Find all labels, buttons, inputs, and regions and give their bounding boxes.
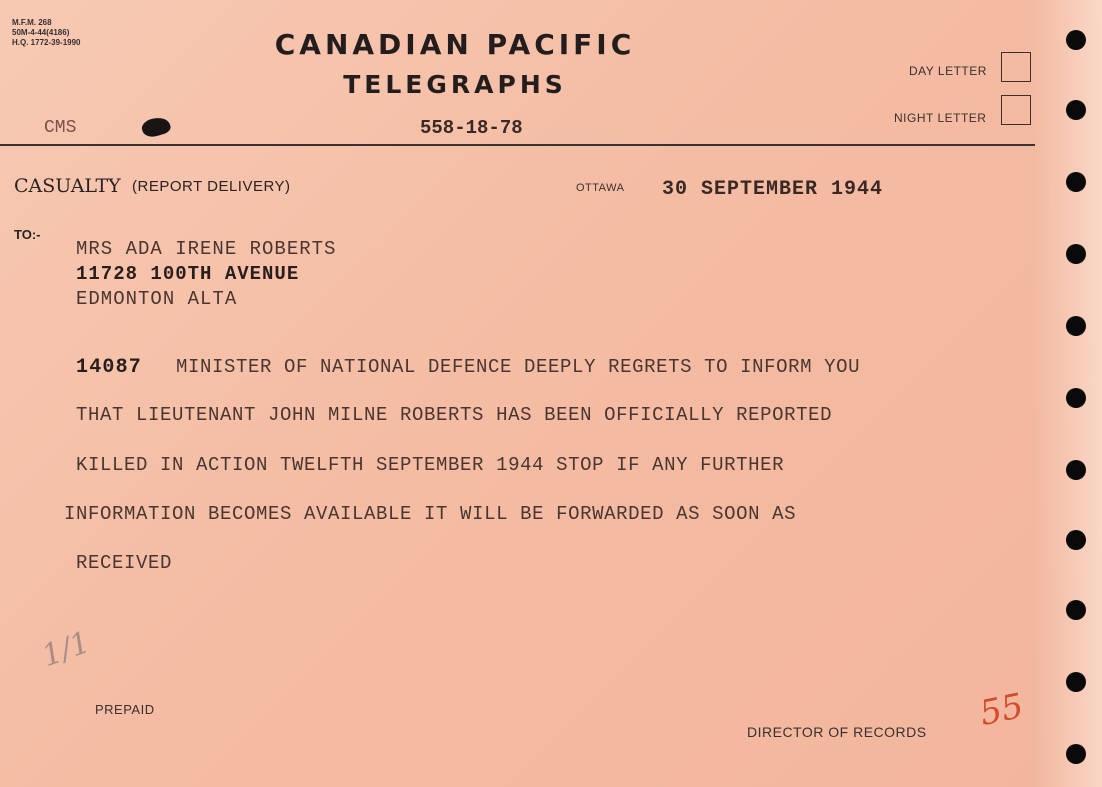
recipient-name: MRS ADA IRENE ROBERTS <box>76 238 337 260</box>
feed-hole <box>1066 460 1086 480</box>
pencil-mark: 1/1 <box>37 624 95 675</box>
feed-hole <box>1066 30 1086 50</box>
message-line-5: RECEIVED <box>76 552 173 574</box>
message-line-2: THAT LIEUTENANT JOHN MILNE ROBERTS HAS BEEN OFFICIALLY REPORTED <box>76 404 833 426</box>
message-type-note: (REPORT DELIVERY) <box>132 178 291 195</box>
night-letter-label: NIGHT LETTER <box>894 111 987 125</box>
recipient-street: 11728 100TH AVENUE <box>76 263 300 285</box>
reference-number: 558-18-78 <box>420 117 523 139</box>
company-name: CANADIAN PACIFIC <box>274 28 636 61</box>
feed-hole <box>1066 100 1086 120</box>
form-code-line: M.F.M. 268 <box>12 18 52 27</box>
recipient-city: EDMONTON ALTA <box>76 288 238 310</box>
form-code-line: 50M-4-44(4186) <box>12 28 70 37</box>
feed-hole <box>1066 172 1086 192</box>
message-line-4: INFORMATION BECOMES AVAILABLE IT WILL BE FORWARDED AS SOON AS <box>64 503 797 525</box>
origin-place: OTTAWA <box>576 182 625 194</box>
message-number: 14087 <box>76 356 143 379</box>
prepaid-label: PREPAID <box>95 702 155 717</box>
handwritten-number: 55 <box>976 685 1027 735</box>
feed-hole <box>1066 600 1086 620</box>
company-division: TELEGRAPHS <box>343 70 567 99</box>
feed-hole <box>1066 530 1086 550</box>
form-code-line: H.Q. 1772-39-1990 <box>12 38 81 47</box>
to-label: TO:- <box>14 227 41 242</box>
feed-hole <box>1066 388 1086 408</box>
feed-hole <box>1066 316 1086 336</box>
day-letter-label: DAY LETTER <box>909 64 987 78</box>
ink-blot <box>140 114 172 140</box>
message-type: CASUALTY <box>14 175 121 197</box>
message-line-1: MINISTER OF NATIONAL DEFENCE DEEPLY REGRETS TO INFORM YOU <box>176 356 861 378</box>
message-date: 30 SEPTEMBER 1944 <box>662 178 884 201</box>
office-code: CMS <box>44 118 77 138</box>
signatory: DIRECTOR OF RECORDS <box>747 724 927 740</box>
header-divider <box>0 144 1035 146</box>
feed-hole <box>1066 672 1086 692</box>
form-code <box>12 18 81 48</box>
day-letter-checkbox[interactable] <box>1001 52 1031 82</box>
feed-hole <box>1066 244 1086 264</box>
feed-hole <box>1066 744 1086 764</box>
night-letter-checkbox[interactable] <box>1001 95 1031 125</box>
message-line-3: KILLED IN ACTION TWELFTH SEPTEMBER 1944 STOP IF ANY FURTHER <box>76 454 785 476</box>
